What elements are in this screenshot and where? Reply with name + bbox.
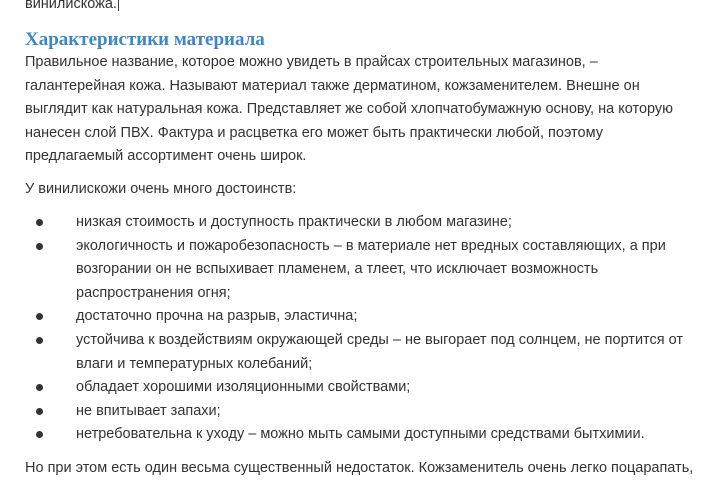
list-item-text: влаги и температурных колебаний; bbox=[76, 355, 313, 372]
paragraph-line: галантерейная кожа. Называют материал также дерматином, кожзаменителем. Внешне он bbox=[25, 77, 640, 94]
section-heading: Характеристики материала bbox=[25, 29, 265, 50]
paragraph-line: выглядит как натуральная кожа. Представляет же собой хлопчатобумажную основу, на которую bbox=[25, 101, 674, 118]
text-cursor bbox=[118, 0, 119, 11]
previous-text-fragment bbox=[25, 0, 119, 14]
list-item-text: не впитывает запахи; bbox=[76, 402, 221, 419]
list-item bbox=[25, 235, 715, 306]
bullet-icon bbox=[36, 243, 43, 250]
previous-text: винилискожа. bbox=[25, 0, 117, 12]
bullet-icon bbox=[36, 431, 43, 438]
bullet-icon bbox=[36, 384, 43, 391]
list-item bbox=[25, 211, 715, 235]
paragraph-line: предлагаемый ассортимент очень широк. bbox=[25, 148, 307, 165]
bullet-icon bbox=[36, 219, 43, 226]
paragraph-description bbox=[25, 51, 715, 169]
list-item-text: устойчива к воздействиям окружающей среды – не выгорает под солнцем, не портится от bbox=[76, 331, 684, 348]
paragraph-disadvantage bbox=[25, 457, 715, 481]
advantages-list bbox=[25, 211, 715, 447]
list-item-text: низкая стоимость и доступность практически в любом магазине; bbox=[76, 214, 512, 230]
list-item-text: нетребовательна к уходу – можно мыть самыми доступными средствами бытхимии. bbox=[76, 426, 645, 443]
list-item bbox=[25, 423, 715, 447]
list-item-text: экологичность и пожаробезопасность – в материале нет вредных составляющих, а при bbox=[76, 237, 666, 254]
paragraph-line: Но при этом есть один весьма существенный недостаток. Кожзаменитель очень легко поцарапать, bbox=[25, 460, 694, 476]
bullet-icon bbox=[36, 337, 43, 344]
paragraph-line: нанесен слой ПВХ. Фактура и расцветка его может быть практически любой, поэтому bbox=[25, 124, 603, 141]
list-item bbox=[25, 305, 715, 329]
paragraph-advantages-intro: У винилискожи очень много достоинств: bbox=[25, 181, 297, 197]
list-item-text: возгорании он не вспыхивает пламенем, а тлеет, что исключает возможность bbox=[76, 261, 599, 278]
paragraph-line: Правильное название, которое можно увидеть в прайсах строительных магазинов, – bbox=[25, 54, 598, 70]
list-item bbox=[25, 400, 715, 424]
list-item bbox=[25, 329, 715, 376]
list-item-text: достаточно прочна на разрыв, эластична; bbox=[76, 308, 358, 325]
bullet-icon bbox=[36, 408, 43, 415]
bullet-icon bbox=[36, 313, 43, 320]
list-item bbox=[25, 376, 715, 400]
list-item-text: распространения огня; bbox=[76, 284, 231, 301]
list-item-text: обладает хорошими изоляционными свойствами; bbox=[76, 379, 411, 396]
